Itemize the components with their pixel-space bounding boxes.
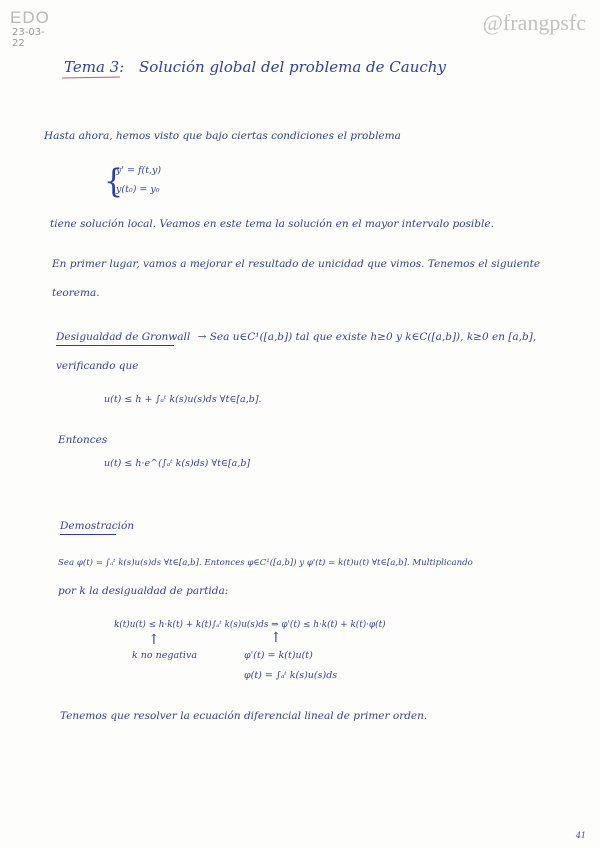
title-text: Solución global del problema de Cauchy — [139, 58, 446, 76]
entonces-label: Entonces — [58, 434, 108, 446]
subject-label: EDO — [10, 8, 50, 27]
gronwall-heading — [56, 331, 536, 343]
demo-line-2: por k la desigualdad de partida: — [58, 585, 229, 597]
tema-label: Tema 3: — [64, 58, 125, 76]
note-k-nonnegative: k no negativa — [132, 650, 198, 661]
system-equation-2: y(t₀) = y₀ — [116, 184, 160, 195]
paragraph-linear-ode: Tenemos que resolver la ecuación diferencial lineal de primer orden. — [60, 710, 428, 722]
paragraph-intro: Hasta ahora, hemos visto que bajo ciertas condiciones el problema — [44, 130, 401, 142]
note-phi-derivative: φ'(t) = k(t)u(t) — [244, 650, 313, 661]
paragraph-uniqueness-2: teorema. — [52, 287, 100, 299]
demo-label: Demostración — [60, 520, 135, 532]
author-watermark: @frangpsfc — [482, 10, 586, 35]
page-header-left — [10, 8, 50, 49]
gronwall-statement: → Sea u∈C¹([a,b]) tal que existe h≥0 y k∈C([a,b]), k≥0 en [a,b], — [197, 331, 537, 343]
note-phi-definition: φ(t) = ∫ₐᵗ k(s)u(s)ds — [244, 670, 338, 681]
gronwall-conclusion: u(t) ≤ h·e^(∫ₐᵗ k(s)ds) ∀t∈[a,b] — [104, 458, 251, 469]
page-title — [64, 58, 446, 76]
system-equation-1: y' = f(t,y) — [116, 165, 162, 176]
paragraph-local-solution: tiene solución local. Veamos en este tema la solución en el mayor intervalo posible. — [50, 218, 494, 230]
up-arrow-icon: ↑ — [148, 632, 160, 648]
system-brace: { — [104, 162, 124, 201]
title-underline — [62, 76, 120, 78]
demo-underline — [60, 534, 116, 535]
page-mark: 41 — [575, 831, 586, 840]
gronwall-hypothesis: u(t) ≤ h + ∫ₐᵗ k(s)u(s)ds ∀t∈[a,b]. — [104, 394, 262, 405]
gronwall-underline — [56, 345, 174, 346]
gronwall-label: Desigualdad de Gronwall — [56, 331, 191, 343]
up-arrow-icon: ↑ — [270, 630, 282, 646]
demo-line-1: Sea φ(t) = ∫ₐᵗ k(s)u(s)ds ∀t∈[a,b]. Entonces φ∈C¹([a,b]) y φ'(t) = k(t)u(t) ∀t∈[a,b]. Multiplicando — [58, 558, 473, 568]
paragraph-uniqueness-1: En primer lugar, vamos a mejorar el resultado de unicidad que vimos. Tenemos el siguiente — [52, 258, 541, 270]
demo-inequality: k(t)u(t) ≤ h·k(t) + k(t)∫ₐᵗ k(s)u(s)ds ⇒ φ'(t) ≤ h·k(t) + k(t)·φ(t) — [114, 620, 386, 630]
gronwall-verifying: verificando que — [56, 360, 139, 372]
date-label: 23-03-22 — [12, 27, 45, 49]
